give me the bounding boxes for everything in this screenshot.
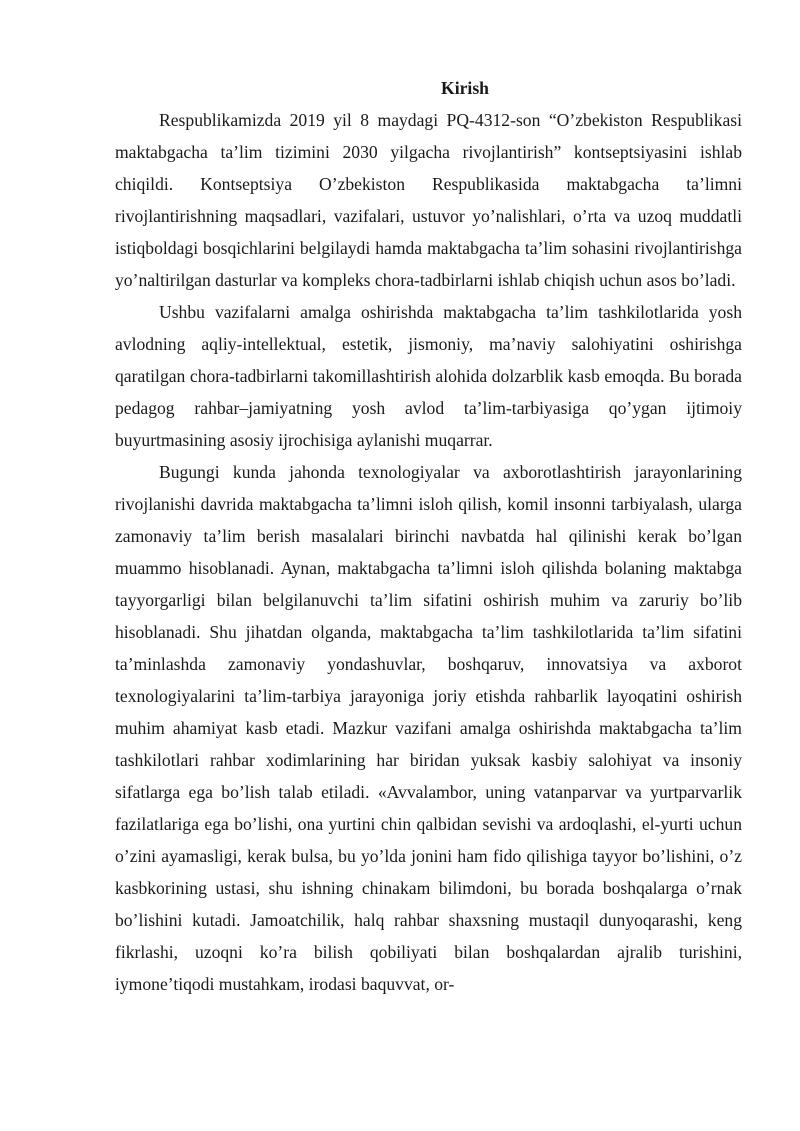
paragraph-1: Respublikamizda 2019 yil 8 maydagi PQ-4312-son “O’zbekiston Respublikasi maktabgacha ta’lim tizimini 2030 yilgacha rivojlantirish” kontseptsiyasini ishlab chiqildi. Kontseptsiya O’zbekiston Respublikasida maktabgacha ta’limni rivojlantirishning maqsadlari, vazifalari, ustuvor yo’nalishlari, o’rta va uzoq muddatli istiqboldagi bosqichlarini belgilaydi hamda maktabgacha ta’lim sohasini rivojlantirishga yo’naltirilgan dasturlar va kompleks chora-tadbirlarni ishlab chiqish uchun asos bo’ladi. — [115, 110, 742, 290]
paragraph-2: Ushbu vazifalarni amalga oshirishda maktabgacha ta’lim tashkilotlarida yosh avlodning aqliy-intellektual, estetik, jismoniy, ma’naviy salohiyatini oshirishga qaratilgan chora-tadbirlarni takomillashtirish alohida dolzarblik kasb emoqda. Bu borada pedagog rahbar–jamiyatning yosh avlod ta’lim-tarbiyasiga qo’ygan ijtimoiy buyurtmasining asosiy ijrochisiga aylanishi muqarrar. — [115, 302, 742, 450]
document-title: Kirish — [441, 78, 489, 98]
document-body — [115, 74, 742, 1000]
paragraph-3: Bugungi kunda jahonda texnologiyalar va axborotlashtirish jarayonlarining rivojlanishi davrida maktabgacha ta’limni isloh qilish, komil insonni tarbiyalash, ularga zamonaviy ta’lim berish masalalari birinchi navbatda hal qilinishi kerak bo’lgan muammo hisoblanadi. Aynan, maktabgacha ta’limni isloh qilishda bolaning maktabga tayyorgarligi bilan belgilanuvchi ta’lim sifatini oshirish muhim va zaruriy bo’lib hisoblanadi. Shu jihatdan olganda, maktabgacha ta’lim tashkilotlarida ta’lim sifatini ta’minlashda zamonaviy yondashuvlar, boshqaruv, innovatsiya va axborot texnologiyalarini ta’lim-tarbiya jarayoniga joriy etishda rahbarlik layoqatini oshirish muhim ahamiyat kasb etadi. Mazkur vazifani amalga oshirishda maktabgacha ta’lim tashkilotlari rahbar xodimlarining har biridan yuksak kasbiy salohiyat va insoniy sifatlarga ega bo’lish talab etiladi. «Avvalambor, uning vatanparvar va yurtparvarlik fazilatlariga ega bo’lishi, ona yurtini chin qalbidan sevishi va ardoqlashi, el-yurti uchun o’zini ayamasligi, kerak bulsa, bu yo’lda jonini ham fido qilishiga tayyor bo’lishini, o’z kasbkorining ustasi, shu ishning chinakam bilimdoni, bu borada boshqalarga o’rnak bo’lishini kutadi. Jamoatchilik, halq rahbar shaxsning mustaqil dunyoqarashi, keng fikrlashi, uzoqni ko’ra bilish qobiliyati bilan boshqalardan ajralib turishini, iymone’tiqodi mustahkam, irodasi baquvvat, or- — [115, 462, 742, 994]
